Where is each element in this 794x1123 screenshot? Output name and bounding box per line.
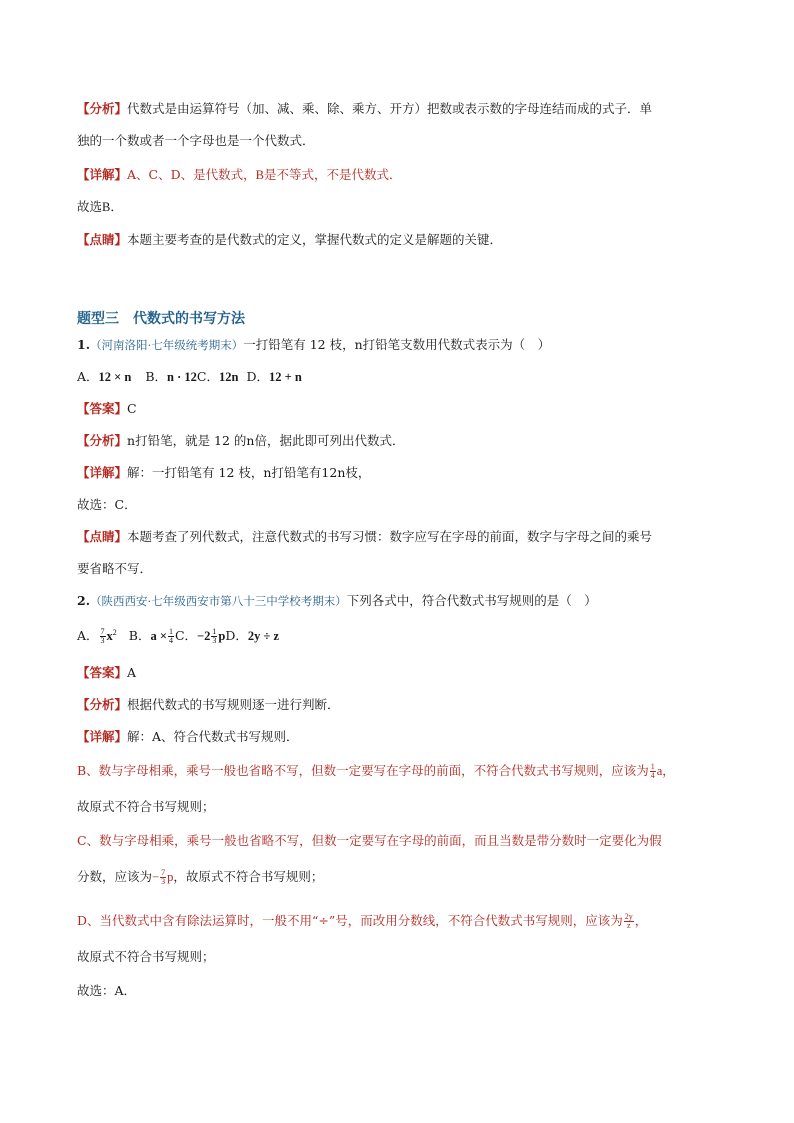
q1-comment-line-1 — [77, 528, 652, 546]
analysis-text-2: 独的一个数或者一个字母也是一个代数式． — [77, 133, 315, 148]
q2-d-text-2: 故原式不符合书写规则； — [77, 949, 215, 964]
q2-detail-line — [77, 728, 299, 746]
q1-answer-tag: 【答案】 — [77, 401, 128, 416]
q2-option-c-var: p — [218, 629, 226, 644]
q1-option-c-label: C． — [196, 369, 219, 384]
analysis-text: 代数式是由运算符号（加、减、乘、除、乘方、开方）把数或表示数的字母连结而成的式子．单 — [127, 101, 653, 116]
q2-option-d: 2y ÷ z — [247, 629, 280, 644]
q1-answer: C — [127, 401, 137, 416]
q2-option-b-fraction: $\frac{1}{4}$ — [168, 627, 173, 646]
analysis-line-2 — [77, 132, 315, 150]
q1-analysis-line — [77, 432, 404, 450]
q2-option-b-pre: a × — [150, 629, 167, 644]
q1-options — [77, 368, 302, 386]
q2-d-fraction: $\frac{2y}{z}$ — [624, 912, 633, 930]
detail-text-c: 是不等式，不是代数式． — [263, 167, 402, 182]
q1-analysis-tag: 【分析】 — [77, 433, 128, 448]
q2-options — [77, 624, 279, 645]
q2-d-line-1 — [77, 912, 647, 930]
q1-stem-line — [77, 336, 550, 354]
q2-number: 2. — [77, 593, 91, 608]
analysis-line-1 — [77, 100, 652, 118]
choose-line — [77, 198, 123, 216]
q2-stem: 下列各式中，符合代数式书写规则的是（ ） — [346, 593, 597, 608]
detail-tag: 【详解】 — [77, 167, 128, 182]
detail-line — [77, 166, 402, 184]
q2-c-line-1 — [77, 832, 662, 850]
q2-b-fraction: $\frac{1}{4}$ — [650, 762, 655, 780]
q2-answer-line — [77, 664, 136, 682]
q2-option-a-exp: 2 — [112, 628, 117, 637]
q1-option-b-label: B． — [145, 369, 168, 384]
choose-end: ． — [110, 199, 123, 214]
q2-analysis: 根据代数式的书写规则逐一进行判断． — [127, 697, 340, 712]
comment-text: 本题主要考查的是代数式的定义，掌握代数式的定义是解题的关键． — [127, 232, 503, 247]
q2-analysis-tag: 【分析】 — [77, 697, 128, 712]
comment-line — [77, 231, 502, 249]
q2-answer: A — [127, 665, 137, 680]
q2-detail-tag: 【详解】 — [77, 729, 128, 744]
q2-option-a-fraction: $\frac{7}{3}$ — [100, 627, 105, 646]
q1-detail-line — [77, 464, 370, 482]
q1-choose: 故选：C． — [77, 497, 137, 512]
q2-option-a-label: A． — [77, 628, 99, 644]
q2-d-line-2 — [77, 948, 215, 966]
q1-option-a-label: A． — [77, 369, 99, 384]
q2-c-line-2 — [77, 868, 323, 886]
q2-c-fraction: $\frac{7}{3}$ — [161, 868, 166, 886]
q1-option-b: n · 12 — [167, 370, 197, 384]
q1-option-d: 12 + n — [268, 370, 302, 384]
q1-choose-line — [77, 496, 137, 514]
q2-answer-tag: 【答案】 — [77, 665, 128, 680]
q1-option-d-label: D． — [246, 369, 269, 384]
q1-comment-1: 本题考查了列代数式，注意代数式的书写习惯：数字应写在字母的前面，数字与字母之间的乘号 — [127, 529, 653, 544]
q2-option-c-fraction: $\frac{1}{3}$ — [212, 627, 217, 646]
q2-source: （陕西西安·七年级西安市第八十三中学校考期末） — [90, 594, 347, 608]
q2-b-end: ， — [662, 763, 675, 778]
q2-c-text-pre: 分数，应该为 — [77, 869, 153, 884]
q1-comment-line-2 — [77, 560, 152, 578]
q2-option-c-label: C． — [174, 628, 198, 644]
analysis-tag: 【分析】 — [77, 101, 128, 116]
q2-b-var: a — [656, 764, 663, 778]
q2-choose-line — [77, 982, 136, 1000]
q2-b-text: B、数与字母相乘，乘号一般也省略不写，但数一定要写在字母的前面，不符合代数式书写规则，应该为 — [77, 763, 649, 778]
q2-option-a-var: x — [106, 629, 113, 644]
q1-source: （河南洛阳·七年级统考期末） — [90, 338, 244, 352]
q1-option-c: 12n — [219, 370, 239, 384]
q1-option-a: 12 × n — [98, 370, 132, 384]
q1-stem: 一打铅笔有 12 枝，n打铅笔支数用代数式表示为（ ） — [243, 337, 551, 352]
q2-stem-line — [77, 592, 597, 610]
q2-b-text-2: 故原式不符合书写规则； — [77, 799, 215, 814]
q1-answer-line — [77, 400, 137, 418]
q2-analysis-line — [77, 696, 340, 714]
q2-c-var: p — [167, 870, 174, 884]
detail-text-a: A、C、D、是代数式， — [127, 167, 256, 182]
q1-detail: 解：一打铅笔有 12 枝，n打铅笔有12n枝， — [127, 465, 371, 480]
q2-c-text: C、数与字母相乘，乘号一般也省略不写，但数一定要写在字母的前面，而且当数是带分数时一定要化为假 — [77, 833, 662, 848]
q2-c-text-post: ，故原式不符合书写规则； — [173, 869, 324, 884]
q1-number: 1. — [77, 337, 91, 352]
q2-d-text: D、当代数式中含有除法运算时，一般不用“÷”号，而改用分数线，不符合代数式书写规则，应该为 — [77, 913, 623, 928]
q2-b-line-2 — [77, 798, 215, 816]
q2-option-b-label: B． — [128, 628, 151, 644]
q1-comment-tag: 【点睛】 — [77, 529, 128, 544]
q2-d-end: ， — [634, 913, 648, 928]
q1-analysis: n打铅笔，就是 12 的n倍，据此即可列出代数式． — [127, 433, 405, 448]
q2-option-d-label: D． — [225, 628, 248, 644]
q1-detail-tag: 【详解】 — [77, 465, 128, 480]
q2-detail: 解：A、符合代数式书写规则． — [127, 729, 299, 744]
section-title: 题型三 代数式的书写方法 — [77, 311, 245, 327]
detail-text-b: B — [255, 168, 264, 182]
q2-choose: 故选：A． — [77, 983, 137, 998]
q2-b-line-1 — [77, 762, 675, 780]
comment-tag: 【点睛】 — [77, 232, 128, 247]
q2-c-sign: − — [152, 870, 160, 884]
q1-comment-2: 要省略不写． — [77, 561, 153, 576]
choose-text: 故选 — [77, 199, 103, 214]
q2-option-c-pre: −2 — [197, 629, 211, 644]
choose-letter: B — [102, 200, 111, 214]
